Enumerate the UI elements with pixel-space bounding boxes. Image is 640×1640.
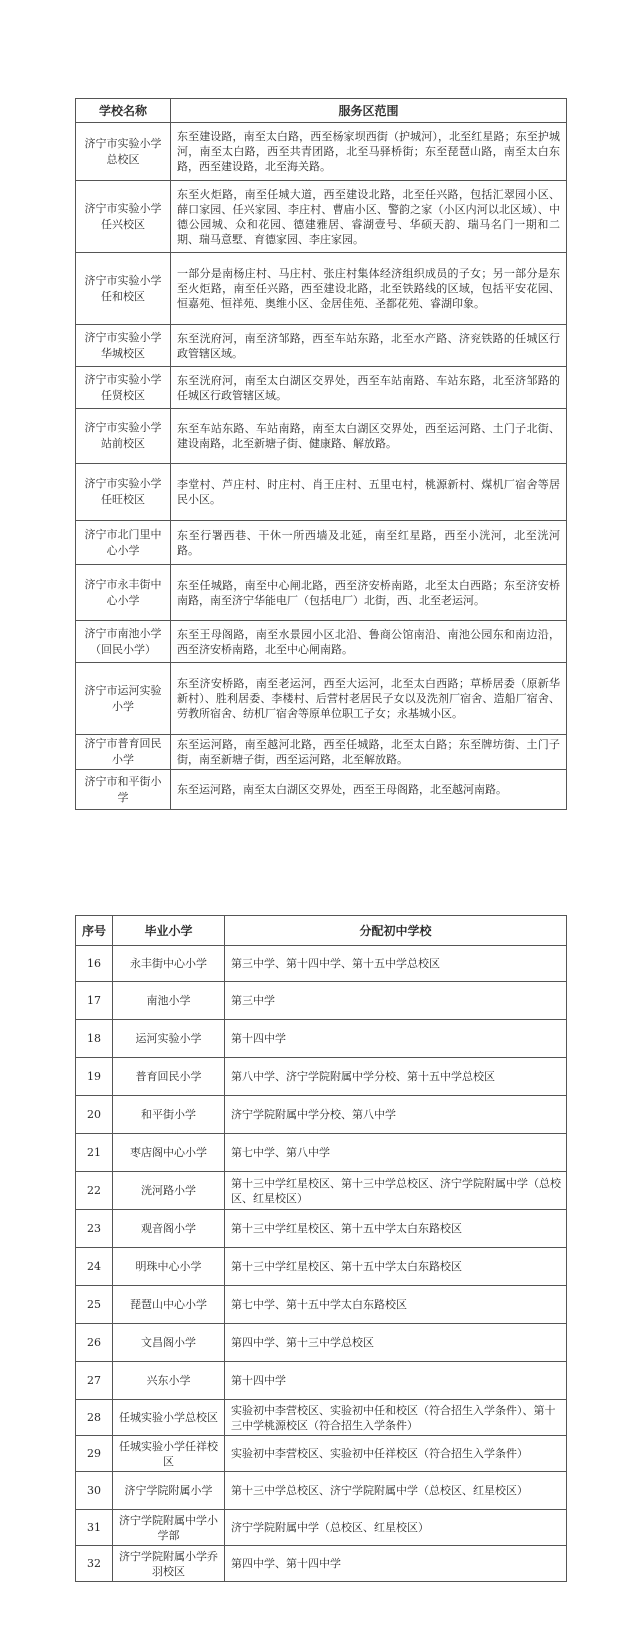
service-range-cell: 东至王母阁路，南至水景园小区北沿、鲁商公馆南沿、南池公园东和南边沿，西至济安桥南路，北至中心闸南路。 [171,621,567,663]
middle-school-cell: 第十三中学红星校区、第十五中学太白东路校区 [225,1210,567,1248]
school-name-cell: 济宁市实验小学任和校区 [76,253,171,325]
service-area-row [76,770,567,810]
service-area-row [76,367,567,409]
primary-school-cell: 永丰街中心小学 [113,946,225,982]
primary-school-cell: 任城实验小学任祥校区 [113,1436,225,1472]
primary-school-cell: 琵琶山中心小学 [113,1286,225,1324]
school-name-cell: 济宁市北门里中心小学 [76,521,171,565]
allocation-row [76,1400,567,1436]
allocation-row [76,1172,567,1210]
middle-school-cell: 第十三中学总校区、济宁学院附属中学（总校区、红星校区） [225,1472,567,1510]
middle-school-cell: 济宁学院附属中学分校、第八中学 [225,1096,567,1134]
serial-number-cell: 27 [76,1362,113,1400]
school-name-cell: 济宁市实验小学站前校区 [76,409,171,464]
service-area-row [76,521,567,565]
service-range-cell: 一部分是南杨庄村、马庄村、张庄村集体经济组织成员的子女；另一部分是东至火炬路，南至任兴路，西至建设北路，北至铁路线的区域，包括平安花园、恒嘉苑、恒祥苑、奥维小区、金居佳苑、圣都花苑、睿湖印象。 [171,253,567,325]
school-name-cell: 济宁市实验小学任贤校区 [76,367,171,409]
school-name-cell: 济宁市实验小学任旺校区 [76,464,171,521]
service-area-row [76,464,567,521]
allocation-row [76,1510,567,1546]
allocation-row [76,982,567,1020]
allocation-row [76,1362,567,1400]
primary-school-cell: 文昌阁小学 [113,1324,225,1362]
allocation-row [76,1210,567,1248]
middle-school-cell: 第十三中学红星校区、第十五中学太白东路校区 [225,1248,567,1286]
middle-school-cell: 第四中学、第十三中学总校区 [225,1324,567,1362]
allocation-row [76,1248,567,1286]
allocation-row [76,946,567,982]
school-name-cell: 济宁市南池小学（回民小学） [76,621,171,663]
serial-number-cell: 28 [76,1400,113,1436]
primary-school-cell: 运河实验小学 [113,1020,225,1058]
primary-school-cell: 和平街小学 [113,1096,225,1134]
allocation-row [76,1096,567,1134]
serial-number-cell: 16 [76,946,113,982]
serial-number-cell: 17 [76,982,113,1020]
allocation-row [76,1134,567,1172]
service-range-cell: 东至行署西巷、干休一所西墙及北延，南至红星路，西至小洸河，北至洸河路。 [171,521,567,565]
serial-number-cell: 29 [76,1436,113,1472]
service-area-row [76,565,567,621]
allocation-row [76,1324,567,1362]
service-area-row [76,181,567,253]
service-range-cell: 东至济安桥路，南至老运河，西至大运河，北至太白西路；草桥居委（原新华新村）、胜利居委、李楼村、后营村老居民子女以及洗剂厂宿舍、造船厂宿舍、劳教所宿舍、纺机厂宿舍等原单位职工子女；永基城小区。 [171,663,567,735]
middle-school-cell: 第十四中学 [225,1362,567,1400]
school-name-cell: 济宁市实验小学华城校区 [76,325,171,367]
primary-school-cell: 济宁学院附属小学乔羽校区 [113,1546,225,1582]
service-area-row [76,253,567,325]
serial-number-cell: 26 [76,1324,113,1362]
serial-number-cell: 25 [76,1286,113,1324]
primary-school-cell: 枣店阁中心小学 [113,1134,225,1172]
middle-school-cell: 第三中学 [225,982,567,1020]
header-service-range: 服务区范围 [171,99,567,123]
primary-school-cell: 南池小学 [113,982,225,1020]
serial-number-cell: 22 [76,1172,113,1210]
header-graduating-primary-school: 毕业小学 [113,916,225,946]
header-assigned-middle-school: 分配初中学校 [225,916,567,946]
serial-number-cell: 21 [76,1134,113,1172]
service-area-row [76,123,567,181]
service-range-cell: 东至车站东路、车站南路，南至太白湖区交界处，西至运河路、土门子北街、建设南路，北至新塘子街、健康路、解放路。 [171,409,567,464]
serial-number-cell: 23 [76,1210,113,1248]
header-school-name: 学校名称 [76,99,171,123]
allocation-row [76,1546,567,1582]
primary-school-cell: 普育回民小学 [113,1058,225,1096]
school-name-cell: 济宁市永丰街中心小学 [76,565,171,621]
primary-school-cell: 济宁学院附属小学 [113,1472,225,1510]
service-area-row [76,663,567,735]
primary-school-cell: 观音阁小学 [113,1210,225,1248]
serial-number-cell: 30 [76,1472,113,1510]
service-range-cell: 东至任城路，南至中心闸北路，西至济安桥南路，北至太白西路；东至济安桥南路，南至济宁华能电厂（包括电厂）北街，西、北至老运河。 [171,565,567,621]
header-serial-number: 序号 [76,916,113,946]
primary-school-cell: 明珠中心小学 [113,1248,225,1286]
service-range-cell: 东至运河路，南至越河北路，西至任城路，北至太白路；东至牌坊街、土门子街，南至新塘子街，西至运河路，北至解放路。 [171,735,567,770]
serial-number-cell: 18 [76,1020,113,1058]
middle-school-cell: 第十三中学红星校区、第十三中学总校区、济宁学院附属中学（总校区、红星校区） [225,1172,567,1210]
service-area-table [75,98,567,810]
serial-number-cell: 19 [76,1058,113,1096]
allocation-row [76,1472,567,1510]
service-range-cell: 东至建设路，南至太白路，西至杨家坝西街（护城河），北至红星路；东至护城河，南至太白路，西至共青团路，北至马驿桥街；东至琵琶山路，南至太白东路，西至建设路，北至海关路。 [171,123,567,181]
middle-school-cell: 第七中学、第十五中学太白东路校区 [225,1286,567,1324]
allocation-header-row [76,916,567,946]
school-name-cell: 济宁市实验小学任兴校区 [76,181,171,253]
allocation-row [76,1058,567,1096]
allocation-row [76,1286,567,1324]
service-range-cell: 东至火炬路，南至任城大道，西至建设北路，北至任兴路，包括汇翠园小区、薛口家园、任兴家园、李庄村、曹庙小区、警韵之家（小区内河以北区域）、中德公园城、众和花园、德建雅居、睿湖壹号、华硕天韵、瑞马名门一期和二期、瑞马意墅、育德家园、李庄家园。 [171,181,567,253]
middle-school-cell: 济宁学院附属中学（总校区、红星校区） [225,1510,567,1546]
middle-school-cell: 第四中学、第十四中学 [225,1546,567,1582]
primary-school-cell: 兴东小学 [113,1362,225,1400]
serial-number-cell: 24 [76,1248,113,1286]
service-area-row [76,409,567,464]
school-name-cell: 济宁市和平街小学 [76,770,171,810]
service-range-cell: 李堂村、芦庄村、时庄村、肖王庄村、五里屯村，桃源新村、煤机厂宿舍等居民小区。 [171,464,567,521]
middle-school-allocation-table [75,915,567,1582]
school-name-cell: 济宁市实验小学总校区 [76,123,171,181]
school-name-cell: 济宁市普育回民小学 [76,735,171,770]
middle-school-cell: 第十四中学 [225,1020,567,1058]
service-range-cell: 东至洸府河，南至太白湖区交界处，西至车站南路、车站东路，北至济邹路的任城区行政管辖区域。 [171,367,567,409]
service-area-header-row [76,99,567,123]
serial-number-cell: 20 [76,1096,113,1134]
serial-number-cell: 32 [76,1546,113,1582]
allocation-row [76,1020,567,1058]
middle-school-cell: 实验初中李营校区、实验初中任和校区（符合招生入学条件）、第十三中学桃源校区（符合招生入学条件） [225,1400,567,1436]
serial-number-cell: 31 [76,1510,113,1546]
allocation-row [76,1436,567,1472]
service-area-row [76,621,567,663]
service-range-cell: 东至运河路，南至太白湖区交界处，西至王母阁路，北至越河南路。 [171,770,567,810]
middle-school-cell: 第七中学、第八中学 [225,1134,567,1172]
service-area-row [76,325,567,367]
primary-school-cell: 济宁学院附属中学小学部 [113,1510,225,1546]
service-area-row [76,735,567,770]
middle-school-cell: 第八中学、济宁学院附属中学分校、第十五中学总校区 [225,1058,567,1096]
middle-school-cell: 第三中学、第十四中学、第十五中学总校区 [225,946,567,982]
school-name-cell: 济宁市运河实验小学 [76,663,171,735]
primary-school-cell: 任城实验小学总校区 [113,1400,225,1436]
primary-school-cell: 洸河路小学 [113,1172,225,1210]
middle-school-cell: 实验初中李营校区、实验初中任祥校区（符合招生入学条件） [225,1436,567,1472]
service-range-cell: 东至洸府河，南至济邹路，西至车站东路，北至水产路、济兖铁路的任城区行政管辖区域。 [171,325,567,367]
